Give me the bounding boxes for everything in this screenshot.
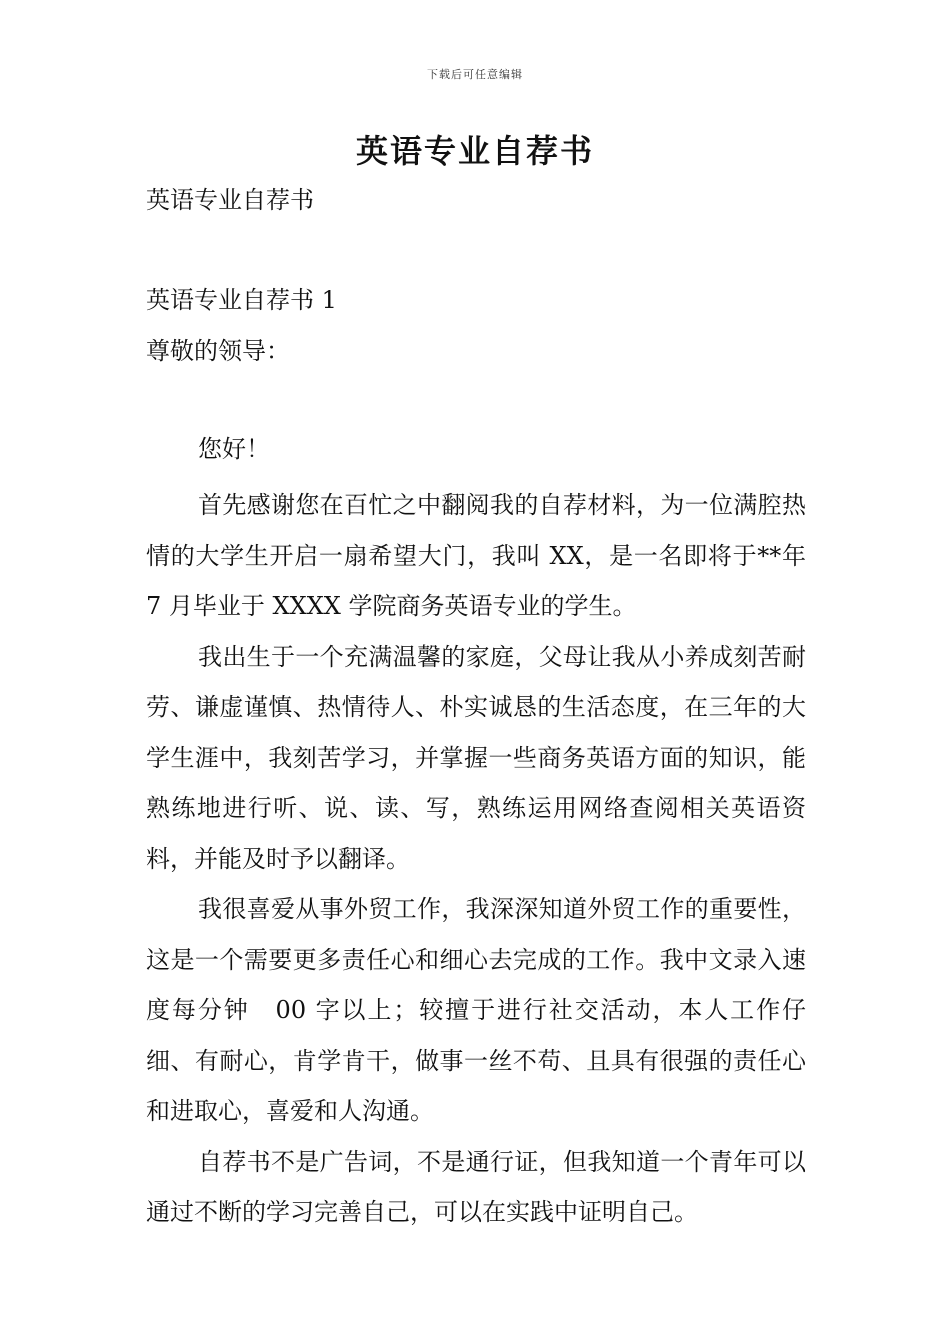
header-note: 下载后可任意编辑: [427, 68, 523, 81]
subtitle: 英语专业自荐书: [146, 186, 314, 214]
greeting: 您好！: [198, 435, 270, 463]
salutation: 尊敬的领导：: [146, 337, 290, 365]
document-title: 英语专业自荐书: [355, 132, 594, 170]
paragraph-closing: 自荐书不是广告词，不是通行证，但我知道一个青年可以通过不断的学习完善自己，可以在实践中证明自己。: [146, 1147, 806, 1226]
paragraph-work-interest: 我很喜爱从事外贸工作，我深深知道外贸工作的重要性，这是一个需要更多责任心和细心去完成的工作。我中文录入速度每分钟 00 字以上；较擅于进行社交活动，本人工作仔细、有耐心，肯学肯干，做事一丝不苟、且具有很强的责任心和进取心，喜爱和人沟通。: [146, 895, 806, 1125]
paragraph-background: 我出生于一个充满温馨的家庭，父母让我从小养成刻苦耐劳、谦虚谨慎、热情待人、朴实诚恳的生活态度，在三年的大学生涯中，我刻苦学习，并掌握一些商务英语方面的知识，能熟练地进行听、说、读、写，熟练运用网络查阅相关英语资料，并能及时予以翻译。: [146, 642, 806, 873]
section-heading: 英语专业自荐书 1: [146, 286, 337, 314]
paragraph-intro: 首先感谢您在百忙之中翻阅我的自荐材料，为一位满腔热情的大学生开启一扇希望大门，我叫 XX，是一名即将于**年 7 月毕业于 XXXX 学院商务英语专业的学生。: [146, 491, 806, 620]
letter-body: [146, 480, 806, 1238]
